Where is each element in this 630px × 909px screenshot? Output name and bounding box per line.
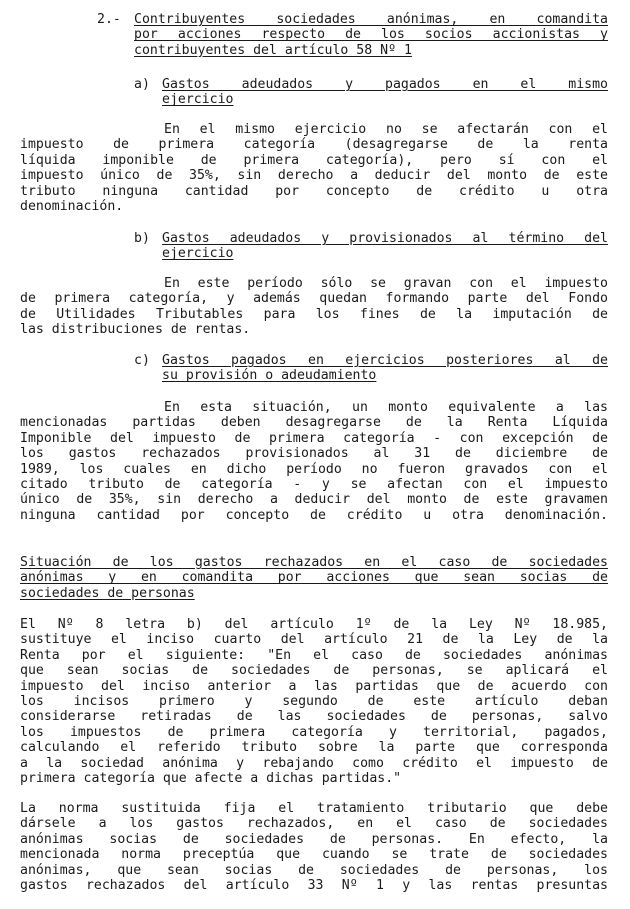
heading-line: anónimas y en comandita por acciones que sean socias de (20, 570, 608, 586)
body-line: impuesto del inciso anterior a las partidas que de acuerdo con (20, 678, 608, 694)
heading-situacion (20, 555, 608, 601)
body-line: tributo ninguna cantidad por concepto de crédito u otra (20, 183, 608, 199)
body-line: a la sociedad anónima y rebajando como crédito el impuesto de (20, 755, 608, 771)
body-line: citado tributo de categoría - y se afectan con el impuesto (20, 477, 608, 493)
subsection-b-letter (134, 231, 150, 246)
body-line: líquida imponible de primera categoría), pero sí con el (20, 152, 608, 168)
paragraph-ley (20, 617, 608, 786)
heading-line: Situación de los gastos rechazados en el caso de sociedades (20, 555, 608, 570)
subsection-b-title-line: ejercicio (162, 246, 234, 262)
subsection-b-body (20, 276, 608, 338)
body-line: dársele a los gastos rechazados, en el caso de sociedades (20, 816, 608, 832)
body-line: de Utilidades Tributables para los fines de la imputación de (20, 306, 608, 322)
body-line: considerarse retiradas de las sociedades de personas, salvo (20, 709, 608, 725)
body-line: que sean socias de sociedades de personas, se aplicará el (20, 663, 608, 679)
body-line: los gastos rechazados provisionados al 31 de diciembre de (20, 446, 608, 462)
section-title-line: por acciones respecto de los socios accionistas y (134, 27, 608, 43)
body-line: impuesto único de 35%, sin derecho a deducir del monto de este (20, 168, 608, 184)
section-number-text: 2.- (97, 12, 121, 27)
body-line: 1989, los cuales en dicho período no fueron gravados con el (20, 461, 608, 477)
subsection-a-letter (134, 77, 150, 92)
subsection-a-letter-text: a) (134, 77, 150, 92)
subsection-c-title-line: su provisión o adeudamiento (162, 368, 377, 384)
section-title-line: contribuyentes del artículo 58 Nº 1 (134, 42, 412, 58)
subsection-a-body (20, 122, 608, 214)
subsection-a-title-line: ejercicio (162, 92, 234, 108)
subsection-c-body (20, 400, 608, 523)
body-line: En esta situación, un monto equivalente a las (164, 400, 608, 415)
section-number (97, 12, 121, 27)
body-line: En el mismo ejercicio no se afectarán con el (164, 122, 608, 137)
section-title (134, 12, 608, 58)
paragraph-norma (20, 801, 608, 893)
body-line: La norma sustituida fija el tratamiento tributario que debe (20, 801, 608, 816)
body-line: las distribuciones de rentas. (20, 322, 251, 338)
body-line: Imponible del impuesto de primera categoría - con excepción de (20, 430, 608, 446)
body-line: En este período sólo se gravan con el impuesto (164, 276, 608, 291)
subsection-b-title (162, 231, 608, 262)
body-line: mencionadas partidas deben desagregarse de la Renta Líquida (20, 415, 608, 431)
body-line: anónimas, que sean socias de sociedades de personas, los (20, 862, 608, 878)
subsection-a-title (162, 77, 608, 108)
body-line: calculando el referido tributo sobre la parte que corresponda (20, 740, 608, 756)
body-line: mencionada norma preceptúa que cuando se trate de sociedades (20, 847, 608, 863)
body-line: El Nº 8 letra b) del artículo 1º de la Ley Nº 18.985, (20, 617, 608, 632)
body-line: sustituye el inciso cuarto del artículo 21 de la Ley de la (20, 632, 608, 648)
body-line: anónimas socias de sociedades de personas. En efecto, la (20, 831, 608, 847)
body-line: primera categoría que afecte a dichas partidas." (20, 771, 402, 787)
body-line: único de 35%, sin derecho a deducir del monto de este gravamen (20, 492, 608, 508)
subsection-c-letter-text: c) (134, 353, 150, 368)
section-title-line: Contribuyentes sociedades anónimas, en comandita (134, 12, 608, 27)
body-line: gastos rechazados del artículo 33 Nº 1 y las rentas presuntas (20, 878, 608, 894)
body-line: los impuestos de primera categoría y territorial, pagados, (20, 724, 608, 740)
subsection-c-title (162, 353, 608, 384)
body-line: ninguna cantidad por concepto de crédito u otra denominación. (20, 507, 608, 523)
subsection-b-title-line: Gastos adeudados y provisionados al término del (162, 231, 608, 246)
subsection-a-title-line: Gastos adeudados y pagados en el mismo (162, 77, 608, 92)
body-line: los incisos primero y segundo de este artículo deban (20, 694, 608, 710)
body-line: impuesto de primera categoría (desagregarse de la renta (20, 137, 608, 153)
body-line: denominación. (20, 199, 124, 215)
heading-line: sociedades de personas (20, 585, 195, 601)
body-line: de primera categoría, y además quedan formando parte del Fondo (20, 291, 608, 307)
subsection-c-title-line: Gastos pagados en ejercicios posteriores al de (162, 353, 608, 368)
subsection-b-letter-text: b) (134, 231, 150, 246)
body-line: Renta por el siguiente: "En el caso de sociedades anónimas (20, 647, 608, 663)
subsection-c-letter (134, 353, 150, 368)
